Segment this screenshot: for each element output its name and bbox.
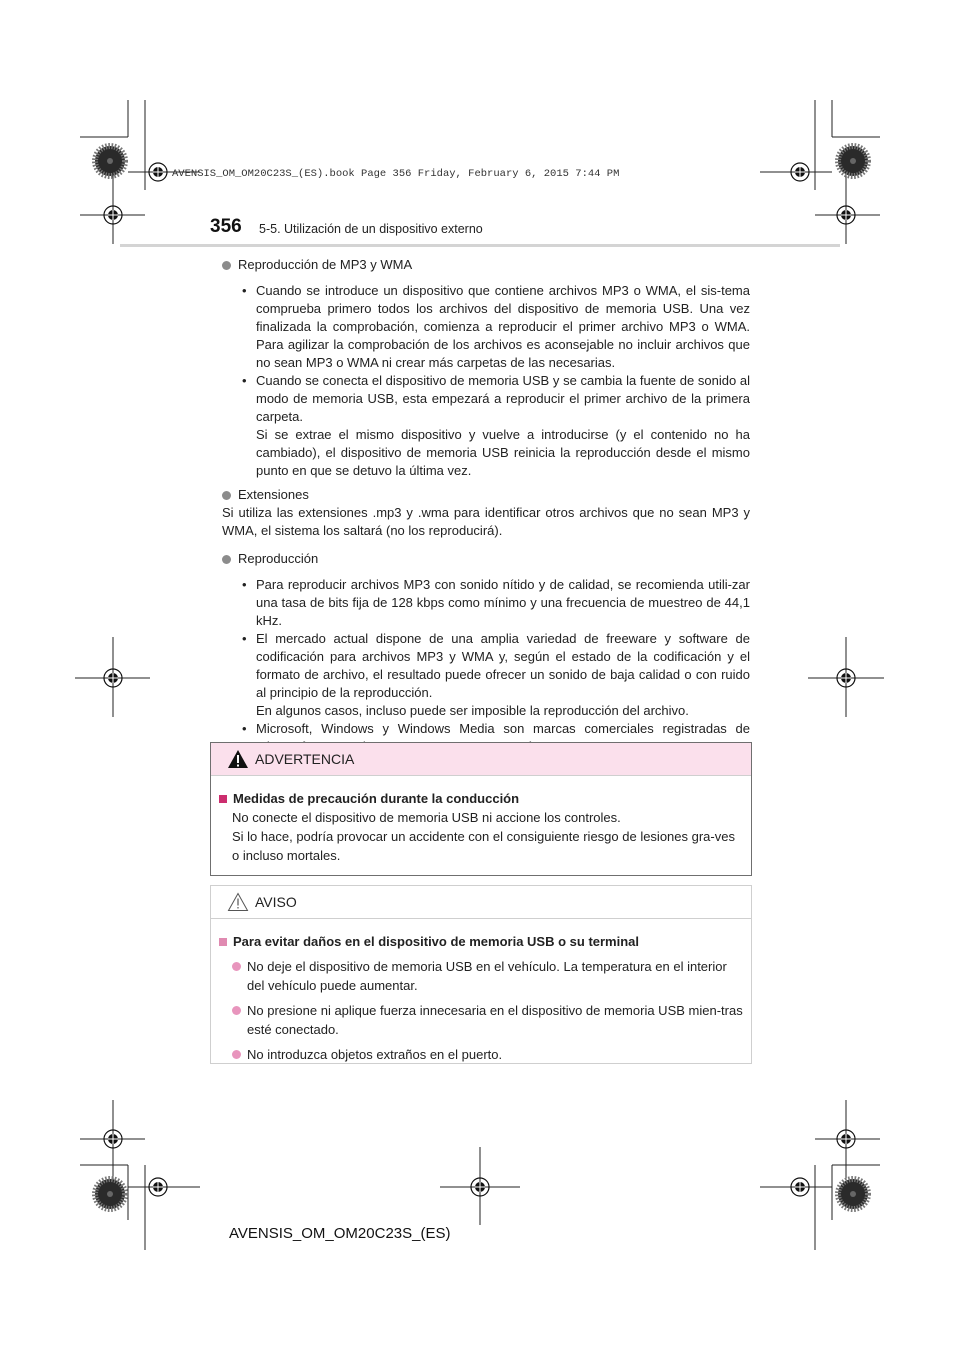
bullet-dot-icon: • — [242, 577, 247, 592]
extensions-section — [222, 486, 750, 540]
square-bullet-icon — [219, 795, 227, 803]
warning-triangle-icon — [227, 749, 249, 769]
page-number: 356 — [210, 216, 242, 237]
pink-bullet-icon — [232, 962, 241, 971]
notice-item: No presione ni aplique fuerza innecesaria en el dispositivo de memoria USB mien-tras esté conectado. — [232, 1001, 745, 1039]
list-item: • Microsoft, Windows y Windows Media son marcas comerciales registradas de — [242, 721, 750, 736]
mp3-section — [222, 256, 750, 480]
extensions-section-title: Extensiones — [238, 487, 309, 502]
notice-triangle-icon — [227, 892, 249, 912]
bullet-dot-icon: • — [242, 631, 247, 646]
warning-box-body — [211, 776, 751, 865]
mp3-section-title: Reproducción de MP3 y WMA — [238, 257, 413, 272]
gray-bullet-icon — [222, 555, 231, 564]
bullet-dot-icon: • — [242, 373, 247, 388]
warning-box-header — [211, 743, 751, 776]
notice-box-body — [211, 919, 751, 1064]
playback-section-title: Reproducción — [238, 551, 319, 566]
registration-mark-bottom-center — [440, 1147, 520, 1225]
main-content — [222, 256, 750, 762]
notice-box — [210, 885, 752, 1064]
registration-mark-bottom-left — [80, 1100, 200, 1250]
warning-label: ADVERTENCIA — [255, 751, 355, 767]
notice-label: AVISO — [255, 894, 297, 910]
pink-bullet-icon — [232, 1050, 241, 1059]
list-item: • Para reproducir archivos MP3 con sonido nítido y de calidad, se recomienda utili-zar una tasa de bits fija de 128 kbps como mínimo y una frecuencia de muestreo de 44,1 kHz. — [242, 577, 750, 628]
notice-item: No introduzca objetos extraños en el puerto. — [232, 1045, 745, 1064]
gray-bullet-icon — [222, 491, 231, 500]
list-item: • Cuando se introduce un dispositivo que contiene archivos MP3 o WMA, el sis-tema comprueba primero todos los archivos del dispositivo de memoria USB. Una vez finalizada la comprobación, comienza a reproducir el primer archivo MP3 o WMA. Para agilizar la comprobación de los archivos es aconsejable no incluir archivos que no sean MP3 o WMA ni crear más carpetas de las necesarias. — [242, 283, 750, 370]
square-bullet-icon — [219, 938, 227, 946]
section-title: 5-5. Utilización de un dispositivo externo — [259, 222, 483, 236]
bullet-dot-icon: • — [242, 283, 247, 298]
footer-document-code: AVENSIS_OM_OM20C23S_(ES) — [229, 1225, 451, 1242]
gray-bullet-icon — [222, 261, 231, 270]
list-item: • Cuando se conecta el dispositivo de memoria USB y se cambia la fuente de sonido al modo de memoria USB, esta empezará a reproducir el primer archivo de la primera carpeta. Si se extrae el mismo dispositivo y vuelve a introducirse (y el contenido no ha cambiado), el dispositivo de memoria USB reinicia la reproducción desde el mismo punto en que se detuvo la última vez. — [242, 373, 750, 478]
warning-heading: Medidas de precaución durante la conducción — [219, 789, 745, 808]
warning-line: No conecte el dispositivo de memoria USB ni accione los controles. — [232, 810, 621, 825]
list-item: • El mercado actual dispone de una amplia variedad de freeware y software de codificación para archivos MP3 y WMA y, según el estado de la codificación y el formato de archivo, el resultado puede ofrecer un sonido de baja calidad o con ruido al principio de la reproducción. En algunos casos, incluso puede ser imposible la reproducción del archivo. — [242, 631, 750, 718]
print-book-info: AVENSIS_OM_OM20C23S_(ES).book Page 356 Friday, February 6, 2015 7:44 PM — [172, 168, 620, 180]
registration-mark-mid-left — [75, 637, 150, 717]
registration-mark-top-right — [760, 100, 880, 244]
notice-item: No deje el dispositivo de memoria USB en el vehículo. La temperatura en el interior del vehículo puede aumentar. — [232, 957, 745, 995]
pink-bullet-icon — [232, 1006, 241, 1015]
notice-box-header — [211, 886, 751, 919]
registration-mark-bottom-right — [760, 1100, 880, 1250]
bullet-dot-icon: • — [242, 721, 247, 736]
extensions-text: Si utiliza las extensiones .mp3 y .wma para identificar otros archivos que no sean MP3 y WMA, el sistema los saltará (no los reproducirá). — [222, 505, 750, 538]
warning-box — [210, 742, 752, 876]
registration-mark-mid-right — [808, 637, 884, 717]
header-divider — [120, 244, 840, 247]
warning-line: Si lo hace, podría provocar un accidente con el consiguiente riesgo de lesiones gra-ves o incluso mortales. — [232, 829, 735, 863]
playback-section — [222, 550, 750, 756]
notice-heading: Para evitar daños en el dispositivo de memoria USB o su terminal — [219, 932, 745, 951]
